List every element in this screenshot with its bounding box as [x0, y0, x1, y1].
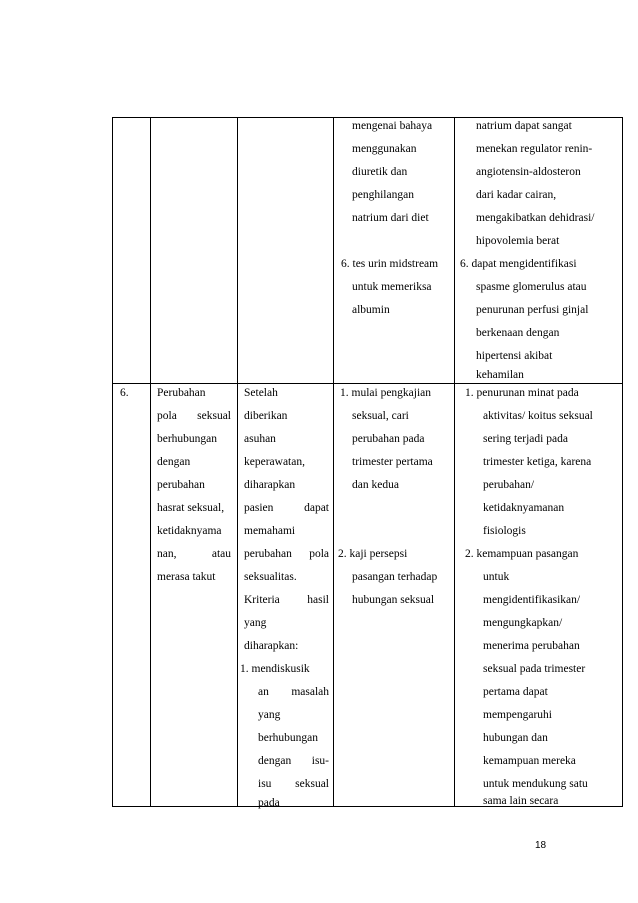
tujuan-cell	[238, 384, 334, 807]
no-cell	[113, 384, 151, 807]
tujuan-cell	[238, 118, 334, 384]
text-word: merasa takut	[157, 571, 216, 583]
list-item: untuk memeriksa	[352, 281, 432, 293]
text-line	[244, 524, 295, 538]
text-word: yang	[244, 617, 267, 629]
list-item: menggunakan	[352, 143, 417, 155]
text-line	[244, 409, 287, 423]
list-item: 2. kaji persepsi	[338, 548, 408, 560]
list-item: 6. tes urin midstream	[341, 258, 439, 270]
text-word: isu-	[311, 755, 329, 767]
text-line	[157, 501, 224, 515]
text-line	[244, 501, 329, 515]
text-line	[258, 754, 329, 768]
text-word: dapat	[304, 502, 329, 514]
page-number: 18	[535, 840, 547, 851]
text-line	[157, 455, 190, 469]
list-item: menerima perubahan	[483, 640, 580, 652]
text-word: hasrat seksual,	[157, 502, 225, 514]
list-item: untuk mendukung satu	[483, 778, 588, 790]
rencana-cell	[334, 118, 455, 384]
list-item: spasme glomerulus atau	[476, 281, 587, 293]
text-line	[157, 409, 231, 423]
text-line	[258, 796, 280, 810]
text-word: pola	[157, 410, 177, 422]
text-word: seksual	[197, 410, 231, 422]
list-item: hubungan dan	[483, 732, 548, 744]
list-item: 6. dapat mengidentifikasi	[460, 258, 577, 270]
list-item: berkenaan dengan	[476, 327, 560, 339]
list-item: mengungkapkan/	[483, 617, 563, 629]
text-line	[258, 685, 329, 699]
text-line	[244, 639, 298, 653]
text-line	[244, 570, 297, 584]
list-item: natrium dari diet	[352, 212, 429, 224]
text-line	[244, 547, 329, 561]
list-item: trimester pertama	[352, 456, 433, 468]
diagnosa-cell	[151, 384, 238, 807]
text-word: masalah	[291, 686, 329, 698]
text-word: perubahan	[244, 548, 292, 560]
text-word: 1. mendiskusik	[240, 663, 310, 675]
text-word: atau	[211, 548, 231, 560]
text-word: berhubungan	[258, 732, 319, 744]
text-line	[157, 386, 206, 400]
list-item: seksual pada trimester	[483, 663, 586, 675]
text-line	[240, 662, 310, 676]
list-item: fisiologis	[483, 525, 526, 537]
text-word: diberikan	[244, 410, 288, 422]
no-cell	[113, 118, 151, 384]
text-word: diharapkan:	[244, 640, 299, 652]
list-item: pasangan terhadap	[352, 571, 438, 583]
list-item: mengakibatkan dehidrasi/	[476, 212, 595, 224]
list-item: sama lain secara	[483, 795, 559, 807]
text-word: perubahan	[157, 479, 205, 491]
row-number: 6.	[120, 387, 129, 399]
text-word: isu	[258, 778, 272, 790]
text-word: asuhan	[244, 433, 276, 445]
list-item: seksual, cari	[352, 410, 409, 422]
list-item: 2. kemampuan pasangan	[465, 548, 579, 560]
text-line	[157, 547, 231, 561]
list-item: mengenai bahaya	[352, 120, 433, 132]
list-item: dari kadar cairan,	[476, 189, 557, 201]
table-row	[113, 384, 623, 807]
text-line	[244, 386, 278, 400]
text-word: an	[258, 686, 269, 698]
list-item: 1. penurunan minat pada	[465, 387, 579, 399]
text-word: nan,	[157, 548, 177, 560]
text-word: hasil	[307, 594, 329, 606]
text-line	[258, 777, 329, 791]
list-item: kehamilan	[476, 369, 524, 381]
text-line	[244, 616, 266, 630]
list-item: dan kedua	[352, 479, 399, 491]
list-item: hubungan seksual	[352, 594, 435, 606]
list-item: perubahan pada	[352, 433, 425, 445]
text-line	[157, 432, 217, 446]
text-line	[244, 432, 276, 446]
text-word: seksualitas.	[244, 571, 297, 583]
text-line	[244, 478, 295, 492]
list-item: untuk	[483, 571, 510, 583]
list-item: pertama dapat	[483, 686, 548, 698]
text-line	[157, 524, 222, 538]
text-word: keperawatan,	[244, 456, 305, 468]
text-line	[157, 570, 215, 584]
text-line	[244, 593, 329, 607]
list-item: perubahan/	[483, 479, 535, 491]
text-word: Perubahan	[157, 387, 206, 399]
nursing-care-table	[112, 117, 623, 807]
text-word: pola	[309, 548, 329, 560]
list-item: mempengaruhi	[483, 709, 552, 721]
list-item: hipovolemia berat	[476, 235, 560, 247]
list-item: penurunan perfusi ginjal	[476, 304, 589, 316]
list-item: mengidentifikasikan/	[483, 594, 581, 606]
text-line	[244, 455, 305, 469]
text-word: dengan	[258, 755, 292, 767]
text-word: ketidaknyama	[157, 525, 222, 537]
list-item: angiotensin-aldosteron	[476, 166, 581, 178]
list-item: sering terjadi pada	[483, 433, 568, 445]
list-item: 1. mulai pengkajian	[340, 387, 432, 399]
text-word: Setelah	[244, 387, 278, 399]
text-word: memahami	[244, 525, 296, 537]
rasional-cell	[455, 118, 623, 384]
list-item: natrium dapat sangat	[476, 120, 572, 132]
text-word: seksual	[295, 778, 329, 790]
list-item: aktivitas/ koitus seksual	[483, 410, 593, 422]
text-line	[258, 708, 280, 722]
list-item: penghilangan	[352, 189, 414, 201]
list-item: diuretik dan	[352, 166, 408, 178]
text-word: dengan	[157, 456, 191, 468]
rasional-cell	[455, 384, 623, 807]
text-word: Kriteria	[244, 594, 280, 606]
list-item: albumin	[352, 304, 390, 316]
text-word: yang	[258, 709, 281, 721]
text-word: diharapkan	[244, 479, 296, 491]
table-row	[113, 118, 623, 384]
text-word: pasien	[244, 502, 274, 514]
list-item: menekan regulator renin-	[476, 143, 593, 155]
text-word: berhubungan	[157, 433, 218, 445]
list-item: hipertensi akibat	[476, 350, 553, 362]
diagnosa-cell	[151, 118, 238, 384]
text-line	[157, 478, 205, 492]
list-item: ketidaknyamanan	[483, 502, 565, 514]
list-item: kemampuan mereka	[483, 755, 576, 767]
rencana-cell	[334, 384, 455, 807]
list-item: trimester ketiga, karena	[483, 456, 592, 468]
text-word: pada	[258, 797, 280, 809]
text-line	[258, 731, 318, 745]
